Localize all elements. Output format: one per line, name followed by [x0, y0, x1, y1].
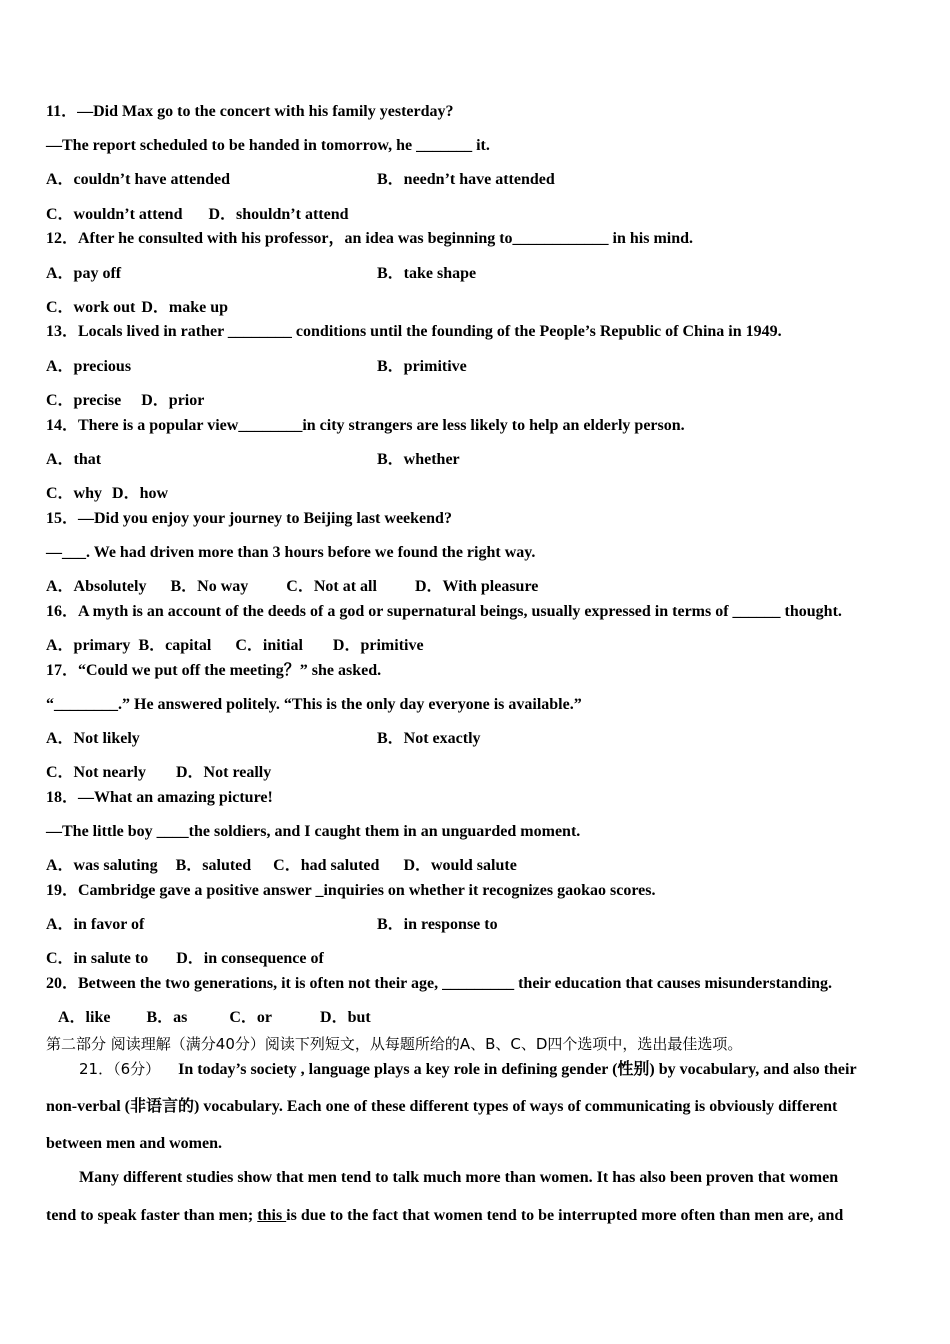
underlined-this: this [257, 1207, 287, 1224]
q15-stem: 15．—Did you enjoy your journey to Beijing last weekend? [46, 510, 452, 527]
q11-line2: —The report scheduled to be handed in tomorrow, he _______ it. [46, 137, 490, 154]
q18-option-c: C．had saluted [273, 857, 380, 874]
q12-stem: 12．After he consulted with his professor，an idea was beginning to____________ in his mind. [46, 230, 694, 247]
q18-options [46, 856, 517, 876]
q12-option-d: D．make up [141, 299, 229, 316]
q20-option-a: A．like [58, 1009, 111, 1026]
q12-options-cd [46, 298, 228, 318]
q13-option-c: C．precise [46, 392, 122, 409]
q13-options-cd [46, 391, 204, 411]
q13-option-d: D．prior [141, 392, 205, 409]
q13-option-a: A．precious [46, 358, 132, 375]
q14-stem: 14．There is a popular view________in city strangers are less likely to help an elderly person. [46, 417, 685, 434]
q15-options [46, 577, 538, 597]
q13-option-b: B．primitive [377, 358, 467, 375]
q20-stem: 20．Between the two generations, it is often not their age, _________ their education that causes misunderstanding. [46, 975, 833, 992]
q18-stem: 18．—What an amazing picture! [46, 789, 273, 806]
q17-option-c: C．Not nearly [46, 764, 146, 781]
q11-stem: 11．—Did Max go to the concert with his family yesterday? [46, 103, 454, 120]
q17-option-a: A．Not likely [46, 730, 140, 747]
q16-options [46, 636, 424, 656]
q15-option-a: A．Absolutely [46, 578, 147, 595]
q19-options-cd [46, 949, 324, 969]
q17-options-cd [46, 763, 271, 783]
q21-paragraph1-line3: between men and women. [46, 1135, 222, 1152]
q18-line2: —The little boy ____the soldiers, and I caught them in an unguarded moment. [46, 823, 581, 840]
q18-option-b: B．saluted [175, 857, 252, 874]
q16-option-d: D．primitive [332, 637, 424, 654]
q14-option-a: A．that [46, 451, 102, 468]
q14-options-cd [46, 484, 168, 504]
q21-p2-line2-post: is due to the fact that women tend to be interrupted more often than men are, and [286, 1207, 844, 1224]
q11-option-d: D．shouldn’t attend [208, 206, 349, 223]
q17-stem: 17．“Could we put off the meeting？” she asked. [46, 662, 382, 679]
q18-option-d: D．would salute [403, 857, 517, 874]
q21-p1-line1-text: In today’s society , language plays a key role in defining gender (性别) by vocabulary, and also their [178, 1061, 857, 1078]
q19-option-d: D．in consequence of [176, 950, 324, 967]
q14-option-d: D．how [112, 485, 169, 502]
q18-option-a: A．was saluting [46, 857, 158, 874]
q14-option-b: B．whether [377, 451, 460, 468]
q15-option-b: B．No way [170, 578, 249, 595]
q21-paragraph1-line1 [79, 1059, 857, 1080]
q15-option-c: C．Not at all [286, 578, 377, 595]
q19-option-b: B．in response to [377, 916, 498, 933]
q19-stem: 19．Cambridge gave a positive answer _inquiries on whether it recognizes gaokao scores. [46, 882, 656, 899]
q17-line2: “________.” He answered politely. “This is the only day everyone is available.” [46, 696, 582, 713]
q19-option-a: A．in favor of [46, 916, 145, 933]
q21-p2-line2-pre: tend to speak faster than men; [46, 1207, 258, 1224]
q13-stem: 13．Locals lived in rather ________ conditions until the founding of the People’s Republic of China in 1949. [46, 323, 782, 340]
q11-option-b: B．needn’t have attended [377, 171, 555, 188]
q21-label: 21．（6分） [79, 1060, 161, 1078]
q14-option-c: C．why [46, 485, 103, 502]
q16-option-c: C．initial [235, 637, 303, 654]
q11-options-cd [46, 205, 349, 225]
q15-option-d: D．With pleasure [414, 578, 539, 595]
q21-paragraph2-line2 [46, 1206, 843, 1226]
q21-paragraph2-line1: Many different studies show that men tend to talk much more than women. It has also been proven that women [79, 1169, 839, 1186]
q11-option-a: A．couldn’t have attended [46, 171, 231, 188]
q12-option-c: C．work out [46, 299, 136, 316]
q16-stem: 16．A myth is an account of the deeds of a god or supernatural beings, usually expressed in terms of ______ thought. [46, 603, 842, 620]
section-heading: 第二部分 阅读理解（满分40分）阅读下列短文，从每题所给的A、B、C、D四个选项中，选出最佳选项。 [46, 1035, 743, 1053]
q11-option-c: C．wouldn’t attend [46, 206, 183, 223]
q21-paragraph1-line2: non-verbal (非语言的) vocabulary. Each one of these different types of ways of communicating is obviously different [46, 1098, 838, 1115]
q12-option-b: B．take shape [377, 265, 477, 282]
q16-option-a: A．primary [46, 637, 131, 654]
q20-option-d: D．but [320, 1009, 371, 1026]
q12-option-a: A．pay off [46, 265, 122, 282]
q20-option-b: B．as [146, 1009, 188, 1026]
q15-line2: —___. We had driven more than 3 hours before we found the right way. [46, 544, 536, 561]
q16-option-b: B．capital [138, 637, 212, 654]
q20-options [58, 1008, 371, 1028]
q17-option-d: D．Not really [176, 764, 272, 781]
q17-option-b: B．Not exactly [377, 730, 481, 747]
q20-option-c: C．or [229, 1009, 273, 1026]
q19-option-c: C．in salute to [46, 950, 149, 967]
